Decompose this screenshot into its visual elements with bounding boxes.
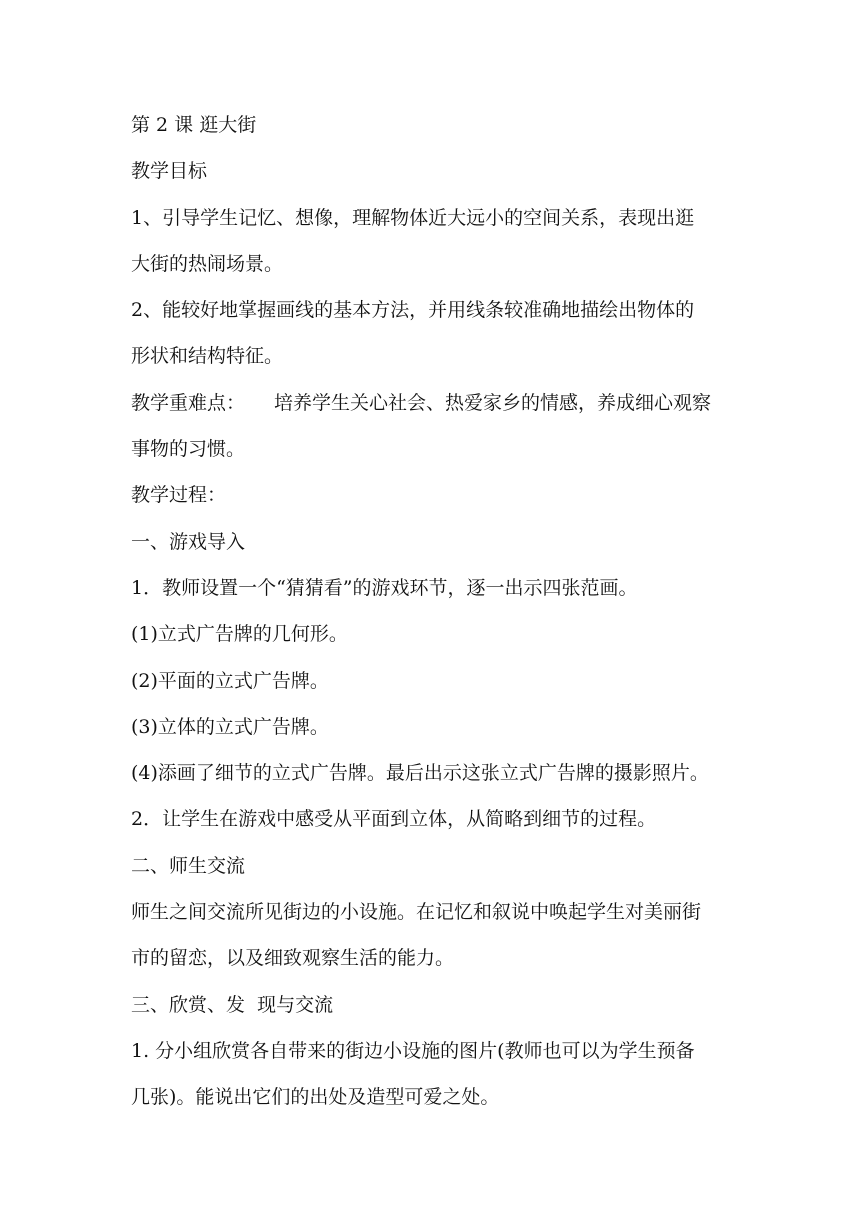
key-points-text: 培养学生关心社会、热爱家乡的情感，养成细心观察 [274, 391, 712, 414]
key-points-line-2: 事物的习惯。 [131, 438, 246, 461]
lesson-title: 第 2 课 逛大街 [131, 114, 257, 136]
document-body [131, 113, 731, 1132]
key-points-line-1 [131, 391, 731, 415]
objective-1-line-2: 大街的热闹场景。 [131, 252, 284, 275]
key-points [131, 391, 731, 461]
objectives-heading: 教学目标 [131, 160, 208, 183]
section-2-body [131, 900, 731, 970]
section-1-heading: 一、游戏导入 [131, 530, 246, 553]
section-2-body-line-2: 市的留恋，以及细致观察生活的能力。 [131, 947, 455, 970]
section-2-heading: 二、师生交流 [131, 854, 246, 877]
process-heading: 教学过程： [131, 484, 227, 507]
section-3-step-1-line-1: 1. 分小组欣赏各自带来的街边小设施的图片(教师也可以为学生预备 [131, 1039, 695, 1062]
section-2-body-line-1: 师生之间交流所见街边的小设施。在记忆和叙说中唤起学生对美丽街 [131, 901, 702, 924]
section-3-heading: 三、欣赏、发 现与交流 [131, 993, 334, 1016]
objective-1-line-1: 1、引导学生记忆、想像，理解物体近大远小的空间关系，表现出逛 [131, 206, 695, 229]
list-item-1: (1)立式广告牌的几何形。 [131, 623, 348, 646]
list-item-2: (2)平面的立式广告牌。 [131, 669, 329, 692]
objective-1 [131, 206, 731, 276]
list-item-4: (4)添画了细节的立式广告牌。最后出示这张立式广告牌的摄影照片。 [131, 762, 709, 785]
step-1: 1．教师设置一个“猜猜看”的游戏环节，逐一出示四张范画。 [131, 576, 638, 599]
objective-2-line-1: 2、能较好地掌握画线的基本方法，并用线条较准确地描绘出物体的 [131, 299, 695, 322]
objective-2-line-2: 形状和结构特征。 [131, 345, 284, 368]
step-2: 2．让学生在游戏中感受从平面到立体，从简略到细节的过程。 [131, 808, 657, 831]
key-points-label: 教学重难点： [131, 391, 246, 414]
list-item-3: (3)立体的立式广告牌。 [131, 715, 329, 738]
section-3-step-1 [131, 1039, 731, 1109]
section-3-step-1-line-2: 几张)。能说出它们的出处及造型可爱之处。 [131, 1086, 500, 1109]
objective-2 [131, 298, 731, 368]
